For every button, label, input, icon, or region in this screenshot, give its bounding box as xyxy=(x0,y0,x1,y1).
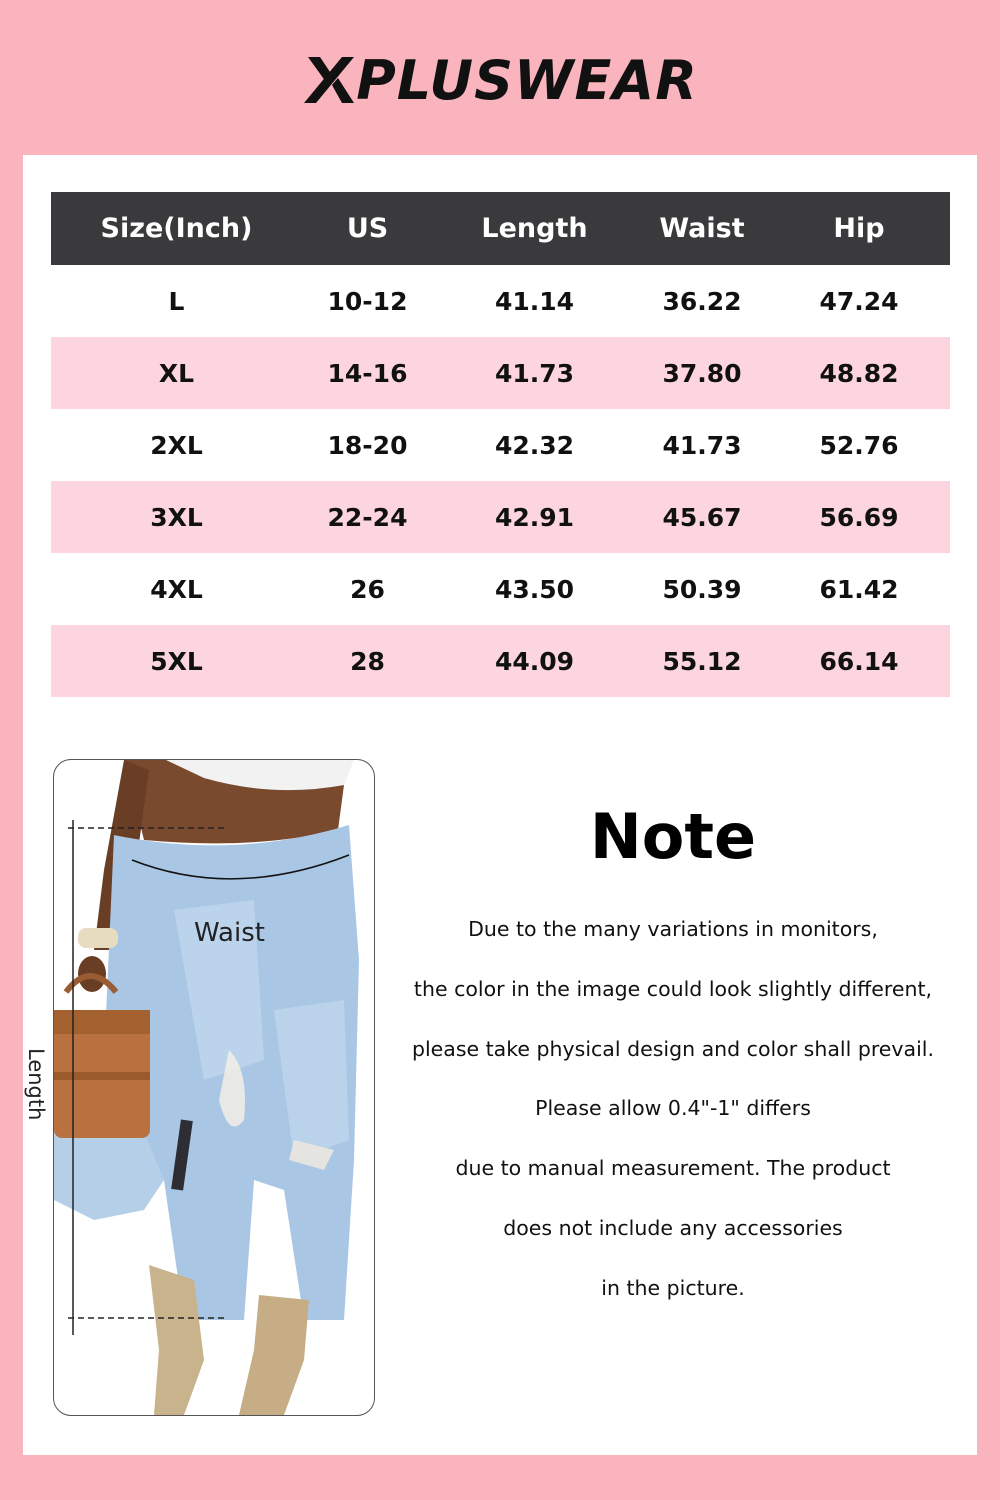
note-line: Please allow 0.4"-1" differs xyxy=(535,1096,811,1121)
table-row xyxy=(51,337,950,409)
cell-length: 42.91 xyxy=(433,481,636,553)
cell-size: 2XL xyxy=(150,430,203,460)
table-header-row xyxy=(51,192,950,265)
cell-us: 28 xyxy=(302,625,433,697)
cell-us: 26 xyxy=(350,574,385,604)
cell-waist: 55.12 xyxy=(636,625,768,697)
cell-length: 43.50 xyxy=(494,574,575,604)
cell-us: 10-12 xyxy=(327,286,408,316)
cell-waist: 50.39 xyxy=(662,574,742,604)
col-header-length: Length xyxy=(433,192,636,265)
cell-hip: 48.82 xyxy=(768,337,950,409)
table-row xyxy=(51,265,950,337)
col-header-size: Size(Inch) xyxy=(51,192,302,265)
note-line: in the picture. xyxy=(601,1275,745,1300)
cell-size: XL xyxy=(51,337,302,409)
cell-us: 14-16 xyxy=(302,337,433,409)
note-line: the color in the image could look slightly different, xyxy=(413,976,933,1001)
cell-waist: 45.67 xyxy=(636,481,768,553)
cell-hip: 66.14 xyxy=(768,625,950,697)
model-jeans-illustration xyxy=(54,760,374,1415)
cell-length: 41.73 xyxy=(433,337,636,409)
length-label: Length xyxy=(24,1048,48,1121)
brand-name-tail: PLUSWEAR xyxy=(356,48,698,112)
cell-us: 22-24 xyxy=(302,481,433,553)
cell-waist: 37.80 xyxy=(636,337,768,409)
note-line: due to manual measurement. The product xyxy=(455,1156,891,1181)
product-photo xyxy=(24,759,375,1416)
brand-logo xyxy=(302,49,698,112)
note-text xyxy=(393,917,953,1336)
cell-us: 18-20 xyxy=(327,430,408,460)
cell-hip: 52.76 xyxy=(819,430,899,460)
cell-waist: 36.22 xyxy=(662,286,742,316)
brand-header xyxy=(0,40,1000,120)
col-header-hip: Hip xyxy=(768,192,950,265)
size-chart-card xyxy=(23,155,977,1455)
cell-size: 5XL xyxy=(51,625,302,697)
waist-label: Waist xyxy=(194,918,265,948)
cell-hip: 56.69 xyxy=(768,481,950,553)
table-row xyxy=(51,409,950,481)
cell-length: 44.09 xyxy=(433,625,636,697)
table-row xyxy=(51,481,950,553)
note-line: please take physical design and color shall prevail. xyxy=(411,1036,935,1061)
table-row xyxy=(51,553,950,625)
cell-waist: 41.73 xyxy=(662,430,742,460)
note-line: does not include any accessories xyxy=(503,1215,843,1240)
cell-hip: 61.42 xyxy=(819,574,899,604)
cell-size: 4XL xyxy=(150,574,203,604)
table-row xyxy=(51,625,950,697)
col-header-us: US xyxy=(302,192,433,265)
cell-length: 41.14 xyxy=(494,286,575,316)
cell-size: L xyxy=(168,286,185,316)
cell-hip: 47.24 xyxy=(819,286,899,316)
cell-length: 42.32 xyxy=(494,430,575,460)
size-table xyxy=(51,192,950,697)
col-header-waist: Waist xyxy=(636,192,768,265)
x-logo-icon xyxy=(302,57,356,103)
note-title: Note xyxy=(589,800,757,873)
cell-size: 3XL xyxy=(51,481,302,553)
note-line: Due to the many variations in monitors, xyxy=(468,917,878,941)
